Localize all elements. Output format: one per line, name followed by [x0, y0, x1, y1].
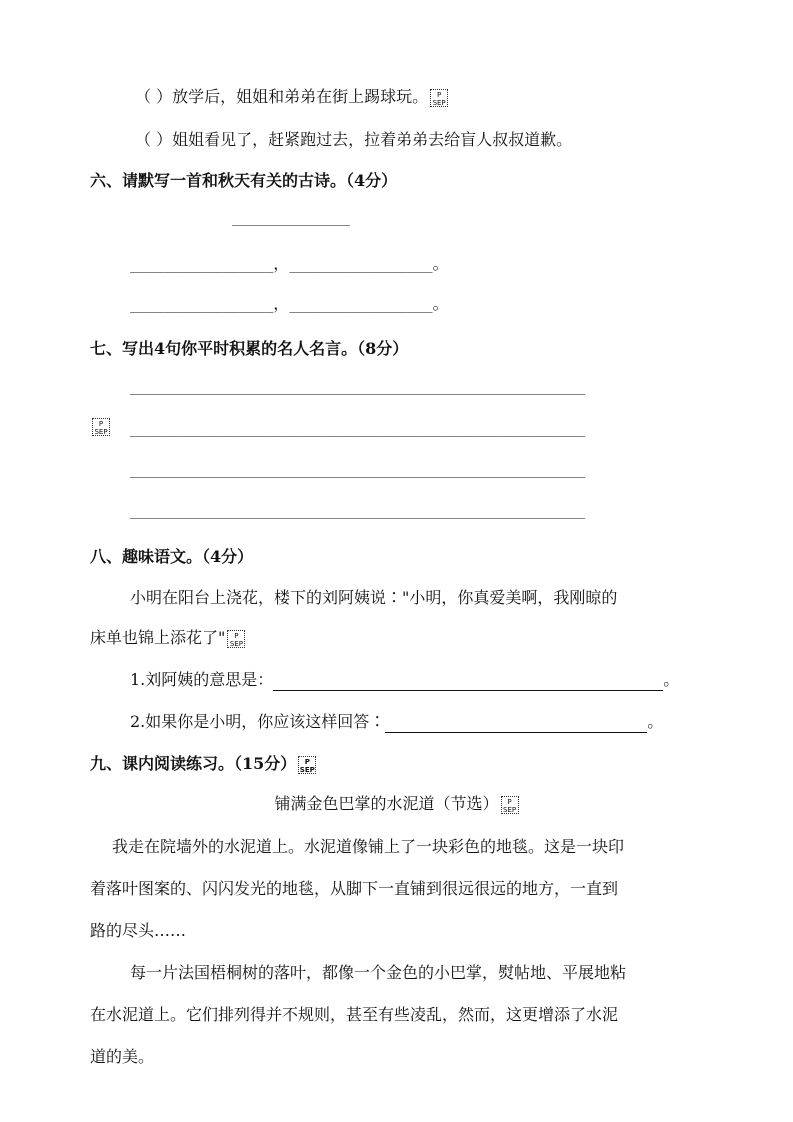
- poem-line-1: [130, 253, 449, 276]
- passage-p2-line-2: 在水泥道上。它们排列得并不规则，甚至有些凌乱，然而，这更增添了水泥: [90, 1005, 619, 1024]
- passage-p2-line-3: 道的美。: [90, 1047, 155, 1066]
- section8-question-2: 2.如果你是小明，你应该这样回答∶ 。: [130, 712, 664, 731]
- ordering-item-1: [135, 86, 448, 108]
- ordering-item-2: [135, 129, 572, 151]
- section8-heading: 八、趣味语文。（4分）: [90, 547, 254, 566]
- poem-line-2: [130, 293, 449, 316]
- item-text: 放学后，姐姐和弟弟在街上踢球玩。: [172, 87, 429, 106]
- answer-line-2[interactable]: [385, 714, 647, 733]
- sep-marker-icon: P SEP: [299, 757, 315, 774]
- section9-heading: 九、课内阅读练习。（15分） P SEP: [90, 754, 315, 774]
- section8-question-1: 1.刘阿姨的意思是： 。: [130, 670, 680, 689]
- section8-paragraph-line-2: 床单也锦上添花了" P SEP: [90, 627, 245, 649]
- sep-marker-icon: P SEP: [92, 418, 110, 436]
- section6-heading: 六、请默写一首和秋天有关的古诗。（4分）: [90, 171, 398, 190]
- poem-blank-1a[interactable]: _________________: [130, 257, 274, 273]
- passage-p1-line-3: 路的尽头……: [90, 921, 187, 940]
- quote-blank-2[interactable]: ______________________________________________________: [130, 421, 586, 437]
- answer-paren[interactable]: （ ）: [135, 87, 173, 106]
- quote-blank-1[interactable]: ______________________________________________________: [130, 379, 586, 395]
- quote-blank-3[interactable]: ______________________________________________________: [130, 462, 586, 478]
- sep-marker-icon: P SEP: [501, 796, 519, 814]
- section8-paragraph-line-1: 小明在阳台上浇花，楼下的刘阿姨说∶"小明，你真爱美啊，我刚晾的: [130, 588, 618, 607]
- poem-blank-2b[interactable]: _________________: [289, 297, 433, 313]
- item-text: 姐姐看见了，赶紧跑过去，拉着弟弟去给盲人叔叔道歉。: [172, 130, 573, 149]
- passage-p1-line-1: 我走在院墙外的水泥道上。水泥道像铺上了一块彩色的地毯。这是一块印: [112, 837, 625, 856]
- passage-p1-line-2: 着落叶图案的、闪闪发光的地毯，从脚下一直铺到很远很远的地方，一直到: [90, 879, 619, 898]
- sep-marker-icon: P SEP: [227, 630, 245, 648]
- comma: ，: [273, 294, 290, 313]
- passage-p2-line-1: 每一片法国梧桐树的落叶，都像一个金色的小巴掌，熨帖地、平展地粘: [130, 963, 627, 982]
- sep-marker-icon: P SEP: [430, 89, 448, 107]
- poem-title-blank[interactable]: ______________: [232, 210, 351, 226]
- poem-blank-1b[interactable]: _________________: [289, 257, 433, 273]
- answer-paren[interactable]: （ ）: [135, 130, 173, 149]
- quote-blank-4[interactable]: ______________________________________________________: [130, 503, 586, 519]
- poem-blank-2a[interactable]: _________________: [130, 297, 274, 313]
- period: 。: [432, 254, 449, 273]
- section7-heading: 七、写出4句你平时积累的名人名言。（8分）: [90, 339, 409, 358]
- answer-line-1[interactable]: [273, 672, 663, 691]
- period: 。: [432, 294, 449, 313]
- passage-title: 铺满金色巴掌的水泥道（节选） P SEP: [0, 793, 793, 815]
- comma: ，: [273, 254, 290, 273]
